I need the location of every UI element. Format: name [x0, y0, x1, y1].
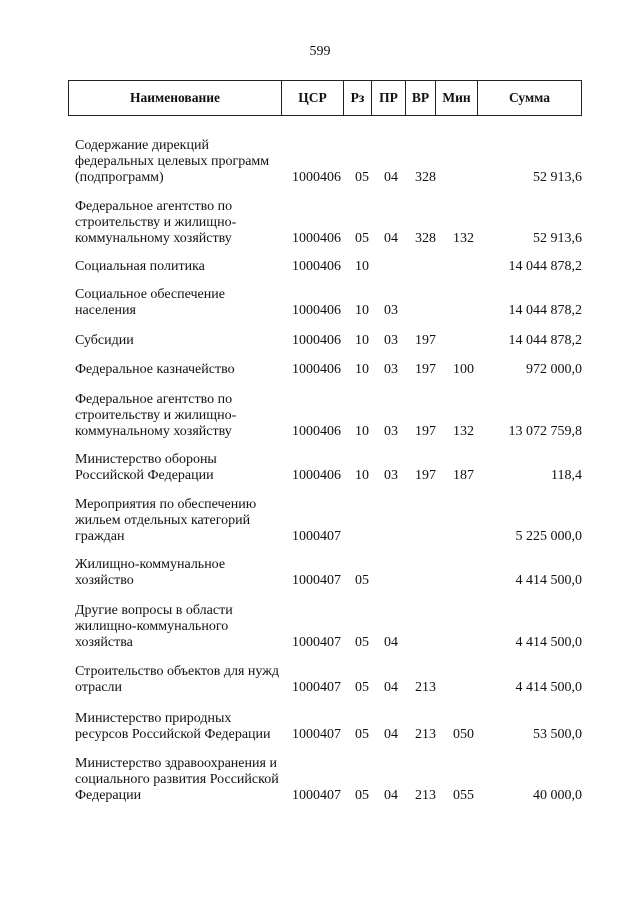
- table-row: [0, 199, 640, 247]
- cell-pr: 03: [384, 424, 398, 439]
- cell-sum: 14 044 878,2: [508, 303, 582, 318]
- header-pr: ПР: [371, 81, 405, 115]
- cell-sum: 4 414 500,0: [515, 635, 582, 650]
- row-name-line: Субсидии: [75, 333, 134, 348]
- cell-sum: 14 044 878,2: [508, 259, 582, 274]
- row-name-line: Российской Федерации: [75, 468, 214, 483]
- cell-rz: 05: [355, 788, 369, 803]
- row-name-line: Строительство объектов для нужд: [75, 664, 280, 679]
- row-name-line: социального развития Российской: [75, 772, 279, 787]
- cell-vr: 213: [415, 788, 436, 803]
- cell-min: 132: [453, 424, 474, 439]
- cell-sum: 4 414 500,0: [515, 680, 582, 695]
- row-name-line: Содержание дирекций: [75, 138, 209, 153]
- row-name: [75, 333, 290, 349]
- header-sum: Сумма: [477, 81, 581, 115]
- row-name-line: Жилищно-коммунальное: [75, 557, 226, 572]
- cell-min: 100: [453, 362, 474, 377]
- cell-pr: 04: [384, 231, 398, 246]
- row-name-line: коммунальному хозяйству: [75, 231, 232, 246]
- row-name-line: жилищно-коммунального: [75, 619, 229, 634]
- cell-pr: 04: [384, 788, 398, 803]
- cell-rz: 05: [355, 231, 369, 246]
- cell-vr: 197: [415, 333, 436, 348]
- cell-pr: 03: [384, 303, 398, 318]
- cell-min: 050: [453, 727, 474, 742]
- row-name-line: федеральных целевых программ: [75, 154, 270, 169]
- row-name-line: Министерство природных: [75, 711, 232, 726]
- cell-sum: 40 000,0: [533, 788, 582, 803]
- cell-vr: 328: [415, 231, 436, 246]
- table-row: [0, 333, 640, 349]
- row-name: [75, 259, 290, 275]
- cell-vr: 328: [415, 170, 436, 185]
- cell-rz: 05: [355, 727, 369, 742]
- row-name: [75, 497, 290, 545]
- cell-vr: 197: [415, 468, 436, 483]
- cell-csr: 1000407: [292, 529, 341, 544]
- cell-vr: 197: [415, 362, 436, 377]
- cell-min: 132: [453, 231, 474, 246]
- cell-pr: 03: [384, 333, 398, 348]
- row-name: [75, 199, 290, 247]
- cell-sum: 13 072 759,8: [508, 424, 582, 439]
- row-name-line: строительству и жилищно-: [75, 215, 237, 230]
- header-name: Наименование: [130, 90, 220, 105]
- cell-min: 187: [453, 468, 474, 483]
- cell-sum: 52 913,6: [533, 231, 582, 246]
- cell-csr: 1000406: [292, 333, 341, 348]
- row-name-line: Социальное обеспечение: [75, 287, 225, 302]
- row-name: [75, 603, 290, 651]
- cell-pr: 04: [384, 170, 398, 185]
- header-csr: ЦСР: [281, 81, 343, 115]
- cell-csr: 1000407: [292, 573, 341, 588]
- table-row: [0, 392, 640, 440]
- row-name-line: (подпрограмм): [75, 170, 164, 185]
- cell-rz: 10: [355, 362, 369, 377]
- cell-csr: 1000406: [292, 362, 341, 377]
- row-name: [75, 711, 290, 743]
- row-name-line: Социальная политика: [75, 259, 205, 274]
- row-name-line: Федеральное агентство по: [75, 392, 233, 407]
- cell-csr: 1000407: [292, 788, 341, 803]
- cell-rz: 05: [355, 635, 369, 650]
- cell-pr: 04: [384, 727, 398, 742]
- row-name-line: населения: [75, 303, 136, 318]
- header-vr: ВР: [405, 81, 435, 115]
- cell-vr: 213: [415, 727, 436, 742]
- row-name-line: Федеральное агентство по: [75, 199, 233, 214]
- cell-csr: 1000407: [292, 635, 341, 650]
- table-row: [0, 664, 640, 696]
- table-row: [0, 362, 640, 378]
- cell-rz: 10: [355, 333, 369, 348]
- row-name-line: отрасли: [75, 680, 123, 695]
- row-name: [75, 756, 290, 804]
- row-name: [75, 392, 290, 440]
- cell-rz: 10: [355, 259, 369, 274]
- cell-vr: 197: [415, 424, 436, 439]
- row-name-line: Федеральное казначейство: [75, 362, 235, 377]
- cell-sum: 118,4: [551, 468, 582, 483]
- row-name-line: хозяйства: [75, 635, 133, 650]
- cell-sum: 14 044 878,2: [508, 333, 582, 348]
- cell-pr: 04: [384, 635, 398, 650]
- table-row: [0, 287, 640, 319]
- row-name: [75, 138, 290, 186]
- cell-rz: 10: [355, 424, 369, 439]
- cell-sum: 5 225 000,0: [515, 529, 582, 544]
- cell-rz: 05: [355, 170, 369, 185]
- table-row: [0, 497, 640, 545]
- cell-csr: 1000406: [292, 468, 341, 483]
- cell-rz: 10: [355, 303, 369, 318]
- cell-rz: 05: [355, 680, 369, 695]
- cell-min: 055: [453, 788, 474, 803]
- row-name-line: Мероприятия по обеспечению: [75, 497, 257, 512]
- row-name-line: Другие вопросы в области: [75, 603, 233, 618]
- row-name: [75, 557, 290, 589]
- row-name-line: хозяйство: [75, 573, 134, 588]
- table-row: [0, 711, 640, 743]
- cell-pr: 03: [384, 362, 398, 377]
- row-name: [75, 362, 290, 378]
- cell-csr: 1000407: [292, 727, 341, 742]
- row-name-line: ресурсов Российской Федерации: [75, 727, 271, 742]
- page-number: 599: [309, 44, 331, 59]
- row-name-line: Федерации: [75, 788, 142, 803]
- cell-sum: 53 500,0: [533, 727, 582, 742]
- row-name-line: жильем отдельных категорий: [75, 513, 251, 528]
- cell-rz: 05: [355, 573, 369, 588]
- row-name-line: Министерство обороны: [75, 452, 217, 467]
- table-row: [0, 603, 640, 651]
- row-name: [75, 664, 290, 696]
- cell-vr: 213: [415, 680, 436, 695]
- header-min: Мин: [435, 81, 477, 115]
- row-name-line: строительству и жилищно-: [75, 408, 237, 423]
- cell-csr: 1000407: [292, 680, 341, 695]
- cell-sum: 4 414 500,0: [515, 573, 582, 588]
- row-name-line: Министерство здравоохранения и: [75, 756, 277, 771]
- row-name: [75, 452, 290, 484]
- cell-csr: 1000406: [292, 259, 341, 274]
- row-name-line: коммунальному хозяйству: [75, 424, 232, 439]
- table-row: [0, 452, 640, 484]
- cell-pr: 03: [384, 468, 398, 483]
- cell-csr: 1000406: [292, 170, 341, 185]
- header-rz: Рз: [343, 81, 371, 115]
- cell-csr: 1000406: [292, 231, 341, 246]
- cell-sum: 972 000,0: [526, 362, 582, 377]
- cell-csr: 1000406: [292, 424, 341, 439]
- cell-pr: 04: [384, 680, 398, 695]
- table-row: [0, 138, 640, 186]
- row-name-line: граждан: [75, 529, 125, 544]
- table-row: [0, 756, 640, 804]
- table-row: [0, 259, 640, 275]
- cell-rz: 10: [355, 468, 369, 483]
- row-name: [75, 287, 290, 319]
- cell-sum: 52 913,6: [533, 170, 582, 185]
- table-row: [0, 557, 640, 589]
- cell-csr: 1000406: [292, 303, 341, 318]
